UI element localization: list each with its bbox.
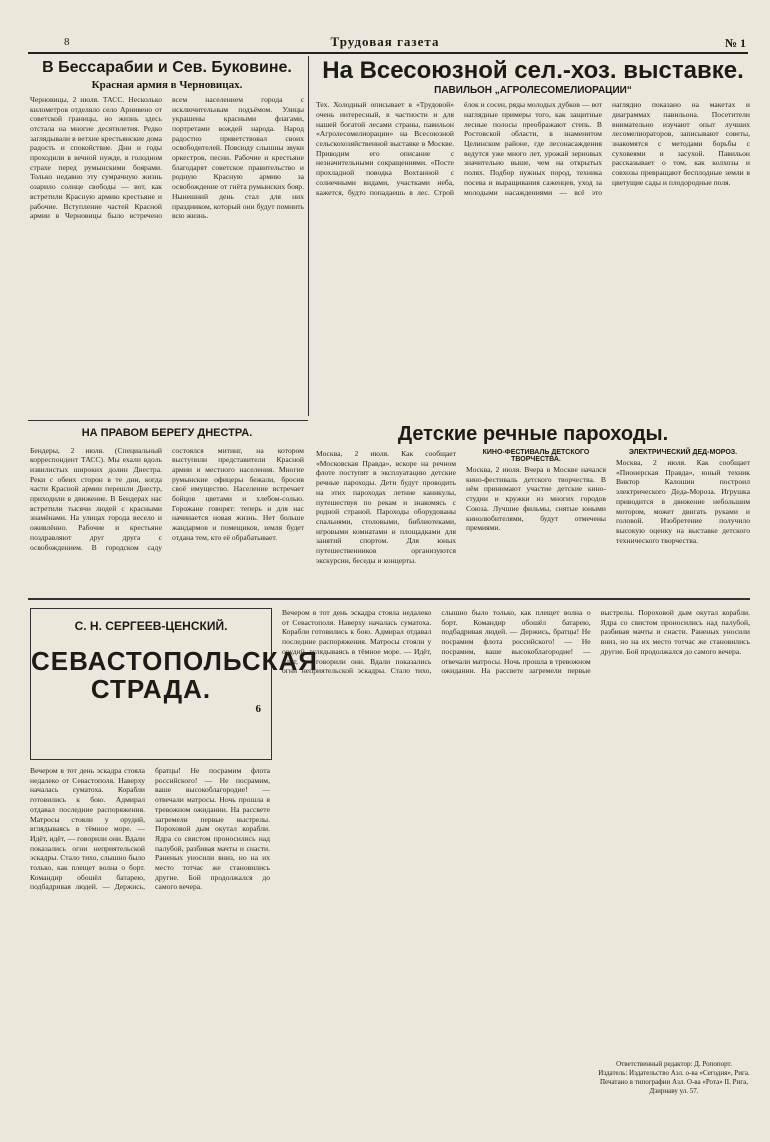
article-boats <box>316 424 750 593</box>
imprint <box>598 1060 750 1096</box>
article-exhibition <box>316 58 750 390</box>
article-bessarabia <box>30 60 304 417</box>
article-title: На Всесоюзной сел.-хоз. выставке. <box>322 57 744 84</box>
article-title: В Бессарабии и Сев. Буковине. <box>42 59 292 76</box>
section-divider <box>28 598 750 600</box>
imprint-publisher: Издатель: Издательство Азл. о-ва «Сегодня», Рига. <box>598 1069 750 1077</box>
serial-heading-box <box>30 608 318 760</box>
article-text: Бендеры, 2 июля. (Специальный корреспондент ТАСС). Мы ехали вдоль извилистых широких долин Днестра. Реки с обеих сторон в те дни, когда части Красной армии перешли Днестр, приходили в движение. В Бендерах нас встретили тысячи людей с красными знамёнами. На улицах города весело и оживлённо. Рабочие и крестьяне поздравляют друг друга с освобождением. В городском саду состоялся митинг, на котором выступили представители Красной армии и местного населения. Многие румынские офицеры бежали, бросив своё имущество. Население встречает бойцов цветами и хлебом-солью. Горожане говорят: теперь и для нас начинается новая жизнь. Нет больше жандармов и помещиков, земля будет отдана тем, кто её обрабатывает. <box>30 445 304 552</box>
imprint-printer: Печатано в типографии Азл. О-ва «Рота» II. Рига, Дзирнаву ул. 57. <box>600 1078 748 1095</box>
serial-author: С. Н. СЕРГЕЕВ-ЦЕНСКИЙ. <box>74 619 228 633</box>
serial-title-line1: СЕВАСТОПОЛЬСКАЯ <box>31 646 318 676</box>
serial-title-line2: СТРАДА. <box>90 674 212 704</box>
issue-number: № 1 <box>724 36 746 50</box>
article-text: Черновицы, 2 июля. ТАСС. Несколько километров отделяло село Арнивено от советской границы, но жизнь здесь отстала на многие десятилетия. Редко заглядывали в ветхие крестьянские дома радость и спокойствие. Дни и годы проходили в вечной нужде, в голодном страхе перед румынскими боярами. Только недавно эту сумрачную жизнь озарило солнце свободы — вот, как встретили Красную армию крестьяне и рабочие. Вступление частей Красной армии в Черновицы было встречено всем населением города с исключительным подъёмом. Улицы украшены красными флагами, портретами вождей народа. Народ радостно приветствовал своих освободителей. Повсюду слышны звуки оркестров, песни. Рабочие и крестьяне благодарят советское правительство и родную Красную армию за освобождение от гнёта румынских бояр. Нынешний день стал для них праздником, который они будут помнить всю жизнь. <box>30 94 304 221</box>
article-title: НА ПРАВОМ БЕРЕГУ ДНЕСТРА. <box>81 427 253 439</box>
serial-section <box>30 608 750 1128</box>
article-title: Детские речные пароходы. <box>397 423 669 445</box>
page-header <box>0 0 770 50</box>
imprint-editor: Ответственный редактор: Д. Ропопорт. <box>616 1060 732 1068</box>
article-text: Москва, 2 июля. Как сообщает «Московская Правда», вскоре на речном флоте поступят в эксплуатацию детские речные пароходы. Дети будут проводить на этих пароходах летние каникулы, путешествуя по рекам и знакомясь с родной страной. Пароходы оборудованы спальнями, столовыми, библиотеками, игровыми комнатами и площадками для занятий спортом. Для юных путешественников организуются экскурсии, беседы и концерты. <box>316 449 456 565</box>
column-divider <box>308 56 309 416</box>
subheading: ЭЛЕКТРИЧЕСКИЙ ДЕД-МОРОЗ. <box>628 449 738 456</box>
installment-number: 6 <box>255 703 261 715</box>
newspaper-title: Трудовая газета <box>330 34 440 49</box>
article-subtitle: Красная армия в Черновицах. <box>91 78 243 91</box>
page-number: 8 <box>64 36 70 48</box>
subarticle-text: Москва, 2 июля. Как сообщает «Пионерская Правда», юный техник Виктор Калошин построил электрического Деда-Мороза. Игрушка приводится в движение небольшим мотором, может двигать руками и головой. Изобретение получило высокую оценку на выставке детского технического творчества. <box>616 458 750 545</box>
serial-text: Вечером в тот день эскадра стояла недалеко от Севастополя. Наверху началась суматоха. Корабли готовились к бою. Адмирал отдавал последние распоряжения. Матросы стояли у орудий, вглядываясь в тёмное море. — Идёт, идёт, — говорили они. Вдали показались огни неприятельской эскадры. Стало тихо, слышно было только, как плещет волна о борт. Командир обошёл батарею, подбадривая людей. — Держись, братцы! Не посрамим флота российского! — Не посрамим, ваше высокоблагородие! — отвечали матросы. Ночь прошла в тревожном ожидании. На рассвете загремели первые выстрелы. Пороховой дым окутал корабли. Ядра со свистом проносились над палубой, разбивая мачты и снасти. Раненых уносили вниз, но на их место тотчас же становились другие. Бой продолжался до самого вечера. <box>30 766 270 892</box>
article-dniester <box>30 428 304 596</box>
section-divider <box>28 420 308 421</box>
serial-text-continued: Вечером в тот день эскадра стояла недалеко от Севастополя. Наверху началась суматоха. Корабли готовились к бою. Адмирал отдавал последние распоряжения. Матросы стояли у орудий, вглядываясь в тёмное море. — Идёт, идёт, — говорили они. Вдали показались огни неприятельской эскадры. Стало тихо, слышно было только, как плещет волна о борт. Командир обошёл батарею, подбадривая людей. — Держись, братцы! Не посрамим флота российского! — Не посрамим, ваше высокоблагородие! — отвечали матросы. Ночь прошла в тревожном ожидании. На рассвете загремели первые выстрелы. Пороховой дым окутал корабли. Ядра со свистом проносились над палубой, разбивая мачты и снасти. Раненых уносили вниз, но на их место тотчас же становились другие. Бой продолжался до самого вечера. <box>282 608 750 676</box>
article-subtitle: ПАВИЛЬОН „АГРОЛЕСОМЕЛИОРАЦИИ“ <box>434 85 632 97</box>
header-rule <box>28 52 748 54</box>
subheading: КИНО-ФЕСТИВАЛЬ ДЕТСКОГО ТВОРЧЕСТВА. <box>482 449 590 463</box>
article-text: Тех. Холодный описывает в «Трудовой» очень интересный, в частности и для нашей богатой лесами страны, павильон «Агролесомелиорации» на Всесоюзной сельскохозяйственной выставке в Москве. Приводим его описание с незначительными сокращениями. «Посте прохладной поводка Вохтанной с солнечными видами, участками неба, кажется, будто попадаешь в лес. Строй ёлок и сосен, ряды молодых дубков — вот наглядные примеры того, как защитные лесные полосы преображают степь. В Ростовской области, в знаменитом Целинском районе, где лесонасаждения ведутся уже много лет, урожай зерновых значительно выше, чем на открытых полях. Подбор нужных пород, техника посева и выращивания саженцев, уход за молодыми насаждениями — всё это наглядно показано на макетах и диаграммах павильона. Посетители внимательно изучают опыт лучших лесомелиораторов, записывают советы, знакомятся с методами борьбы с суховеями и засухой. Павильон рассказывает о том, как колхозы и совхозы превращают бесплодные земли в цветущие сады и плодородные поля. <box>316 100 750 197</box>
subarticle-text: Москва, 2 июля. Вчера в Москве начался кино-фестиваль детского творчества. В нём принимают участие детские кино-студии и кружки из многих городов Союза. Лучшие фильмы, снятые юными кинолюбителями, будут отмечены премиями. <box>466 465 606 533</box>
